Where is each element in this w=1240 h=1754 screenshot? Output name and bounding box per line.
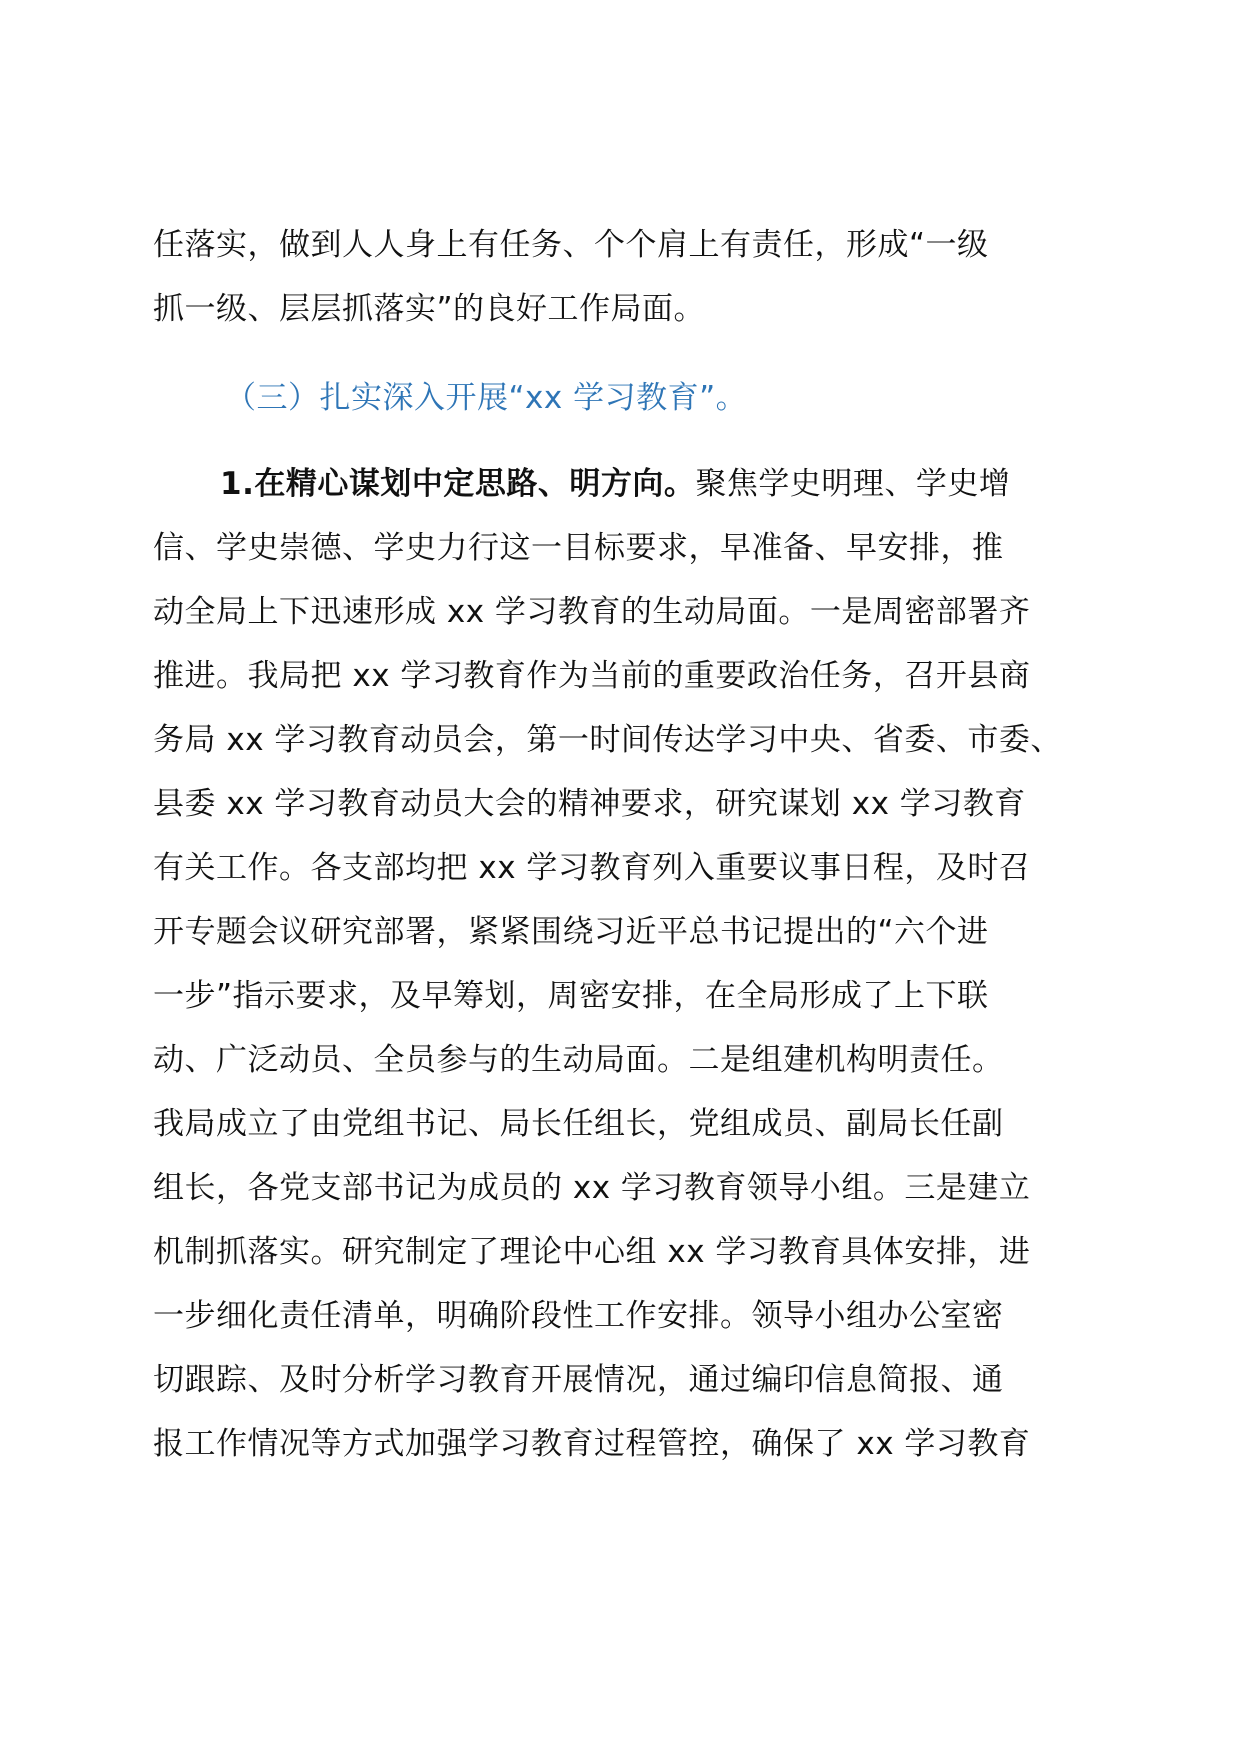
paragraph-2-line-1 (220, 464, 1160, 504)
paragraph-2-line-3: 动全局上下迅速形成 xx 学习教育的生动局面。一是周密部署齐 (153, 594, 1031, 630)
paragraph-2-line-6: 县委 xx 学习教育动员大会的精神要求，研究谋划 xx 学习教育 (153, 786, 1026, 822)
paragraph-2-line-10: 动、广泛动员、全员参与的生动局面。二是组建机构明责任。 (153, 1042, 1004, 1078)
paragraph-2-line-4: 推进。我局把 xx 学习教育作为当前的重要政治任务，召开县商 (153, 658, 1031, 694)
paragraph-2-lead-bold: 1.在精心谋划中定思路、明方向。 (220, 466, 696, 502)
paragraph-2-line-11: 我局成立了由党组书记、局长任组长，党组成员、副局长任副 (153, 1106, 1004, 1142)
paragraph-2-line-15: 切跟踪、及时分析学习教育开展情况，通过编印信息简报、通 (153, 1362, 1004, 1398)
paragraph-2-line-13: 机制抓落实。研究制定了理论中心组 xx 学习教育具体安排，进 (153, 1234, 1031, 1270)
paragraph-2-line-16: 报工作情况等方式加强学习教育过程管控，确保了 xx 学习教育 (153, 1426, 1031, 1462)
paragraph-1-line-1: 任落实，做到人人身上有任务、个个肩上有责任，形成“一级 (153, 227, 989, 263)
paragraph-2-line-9: 一步”指示要求，及早筹划，周密安排，在全局形成了上下联 (153, 978, 989, 1014)
paragraph-2-lead-rest: 聚焦学史明理、学史增 (695, 466, 1011, 502)
paragraph-2-line-14: 一步细化责任清单，明确阶段性工作安排。领导小组办公室密 (153, 1298, 1004, 1334)
paragraph-2-line-7: 有关工作。各支部均把 xx 学习教育列入重要议事日程，及时召 (153, 850, 1031, 886)
section-heading: （三）扎实深入开展“xx 学习教育”。 (225, 380, 748, 416)
paragraph-1-line-2: 抓一级、层层抓落实”的良好工作局面。 (153, 291, 706, 327)
paragraph-2-line-2: 信、学史崇德、学史力行这一目标要求，早准备、早安排，推 (153, 530, 1004, 566)
paragraph-2-line-5: 务局 xx 学习教育动员会，第一时间传达学习中央、省委、市委、 (153, 722, 1062, 758)
paragraph-2-line-12: 组长，各党支部书记为成员的 xx 学习教育领导小组。三是建立 (153, 1170, 1031, 1206)
paragraph-2-line-8: 开专题会议研究部署，紧紧围绕习近平总书记提出的“六个进 (153, 914, 989, 950)
